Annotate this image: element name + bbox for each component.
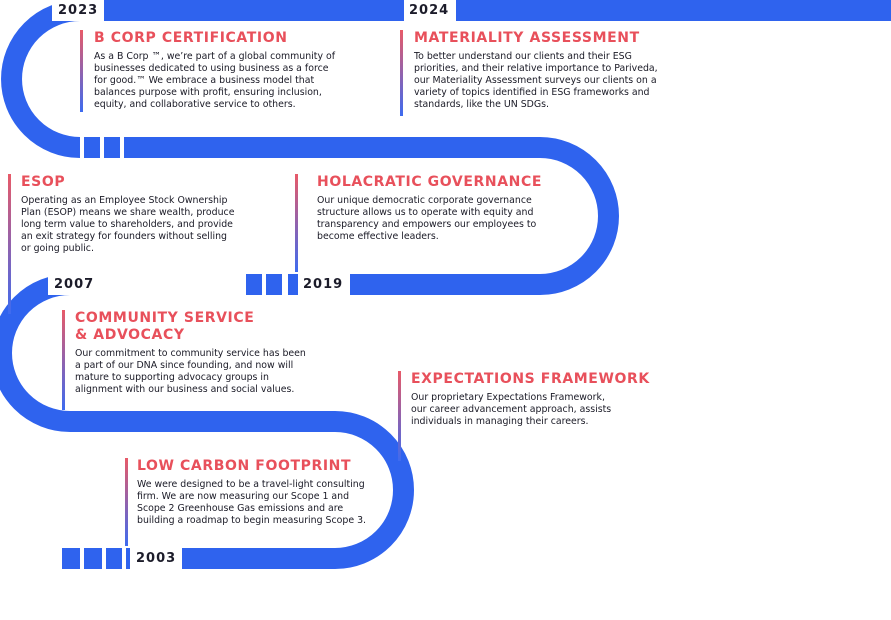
milestone-materiality <box>400 30 662 116</box>
milestone-low-carbon <box>125 458 370 546</box>
milestone-b-corp <box>80 30 342 112</box>
milestone-esop <box>8 174 236 314</box>
accent-bar <box>398 371 401 461</box>
year-label-2024: 2024 <box>409 3 450 18</box>
road-curve-left-1 <box>12 11 80 148</box>
milestone-title: B CORP CERTIFICATION <box>94 30 288 46</box>
milestone-text: Operating as an Employee Stock Ownership Plan (ESOP) means we share wealth, produce long term value to shareholders, and provide an exit strategy for founders without selling or going public. <box>21 195 235 254</box>
road-dash <box>106 548 122 569</box>
road-dash <box>266 274 282 295</box>
milestone-community <box>62 310 312 410</box>
accent-bar <box>295 174 298 272</box>
milestone-title: HOLACRATIC GOVERNANCE <box>317 174 542 190</box>
accent-bar <box>8 174 11 314</box>
milestone-text: Our unique democratic corporate governance structure allows us to operate with equity and transparency and empowers our employees to become effective leaders. <box>317 195 537 242</box>
milestone-text: We were designed to be a travel-light consulting firm. We are now measuring our Scope 1 and Scope 2 Greenhouse Gas emissions and are building a roadmap to begin measuring Scope 3. <box>137 479 367 526</box>
accent-bar <box>400 30 403 116</box>
year-label-2007: 2007 <box>54 277 95 292</box>
year-label-2019: 2019 <box>303 277 344 292</box>
road-dash <box>104 137 120 158</box>
milestone-title: COMMUNITY SERVICE & ADVOCACY <box>75 310 255 343</box>
road-dash <box>246 274 262 295</box>
accent-bar <box>125 458 128 546</box>
milestone-text: To better understand our clients and their ESG priorities, and their relative importance to Pariveda, our Materiality Assessment surveys our clients on a variety of topics identified in ESG frameworks and standards, like the UN SDGs. <box>414 51 658 110</box>
milestone-title: LOW CARBON FOOTPRINT <box>137 458 352 474</box>
year-label-2023: 2023 <box>58 3 99 18</box>
year-label-2003: 2003 <box>136 551 177 566</box>
road-dash <box>84 137 100 158</box>
milestone-text: Our proprietary Expectations Framework, our career advancement approach, assists individuals in managing their careers. <box>411 392 612 427</box>
milestone-title: EXPECTATIONS FRAMEWORK <box>411 371 650 387</box>
milestone-title: ESOP <box>21 174 66 190</box>
road-dash <box>84 548 102 569</box>
road-dash <box>62 548 80 569</box>
milestone-title: MATERIALITY ASSESSMENT <box>414 30 640 46</box>
milestone-text: As a B Corp ™, we’re part of a global community of businesses dedicated to using business as a force for good.™ We embrace a business model that balances purpose with profit, ensuring inclusion, equity, and collaborative service to others. <box>94 51 336 110</box>
milestone-expectations <box>398 371 650 461</box>
accent-bar <box>62 310 65 410</box>
milestone-text: Our commitment to community service has been a part of our DNA since founding, and now will mature to supporting advocacy groups in alignment with our business and social values. <box>75 348 306 395</box>
milestone-holacratic <box>295 174 557 272</box>
accent-bar <box>80 30 83 112</box>
